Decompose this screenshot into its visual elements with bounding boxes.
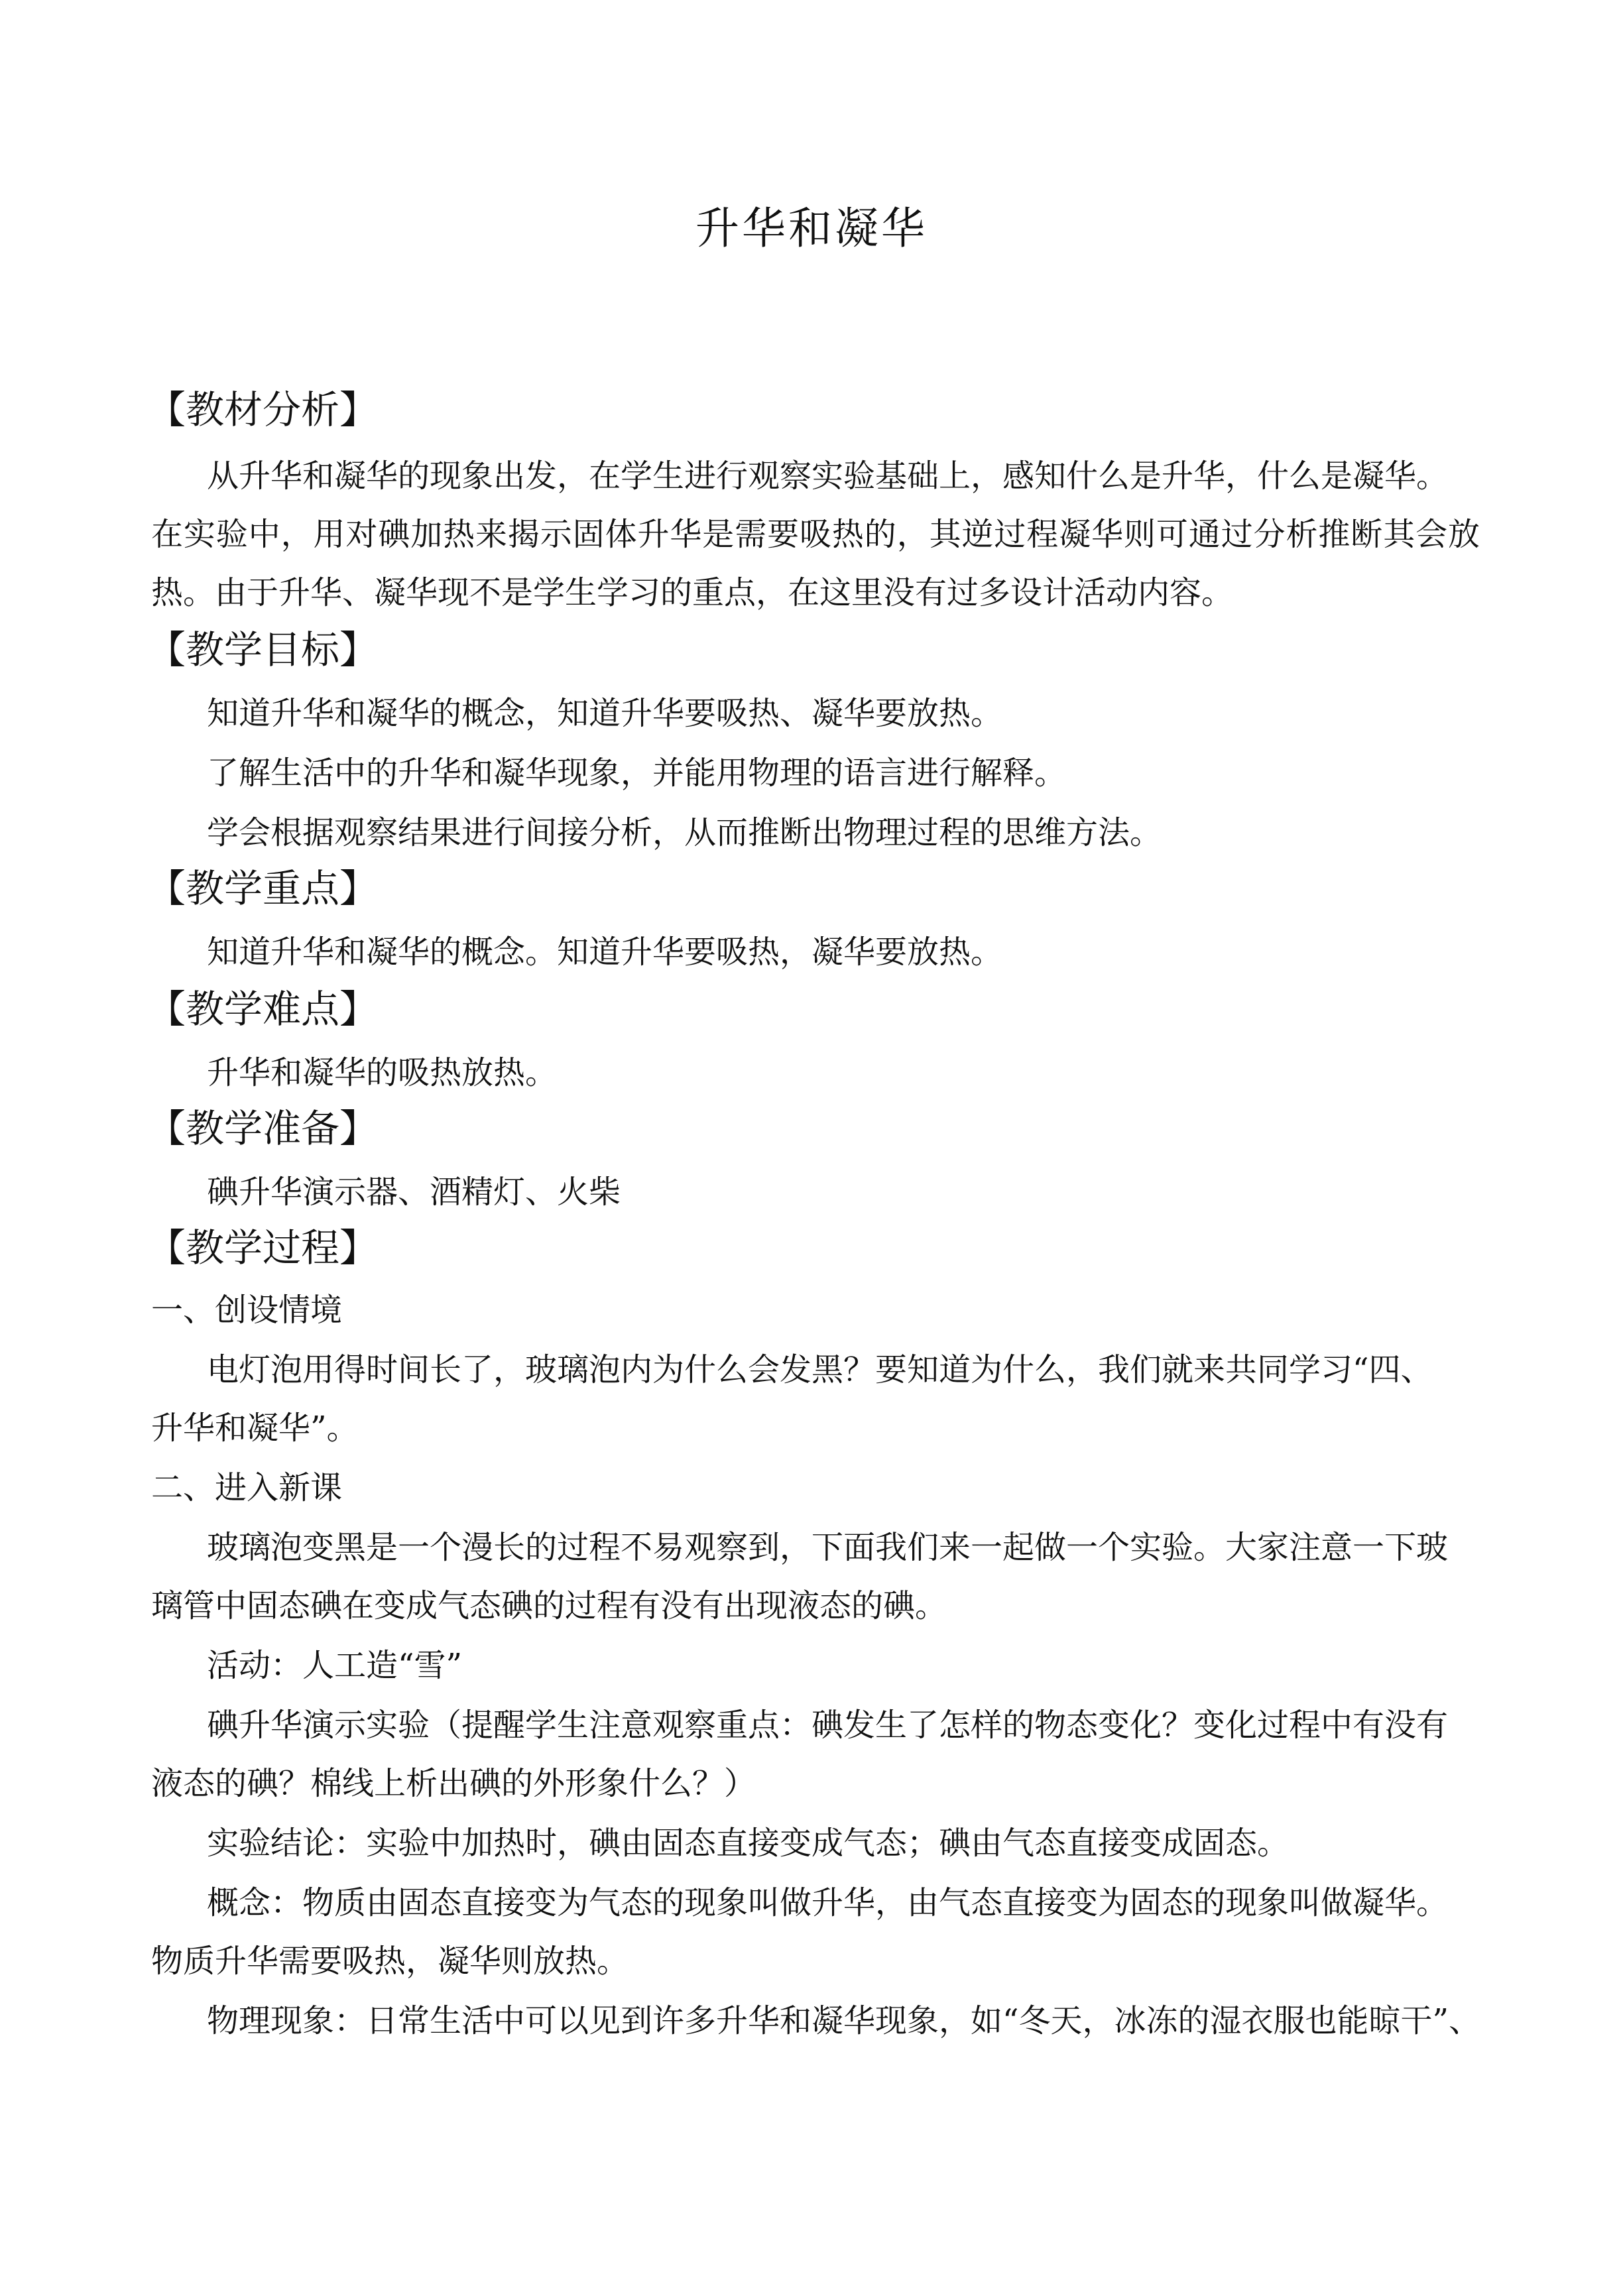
list-item: 学会根据观察结果进行间接分析，从而推断出物理过程的思维方法。 [207,814,1162,851]
section-heading-materials-analysis: 【教材分析】 [147,387,379,432]
paragraph-line: 碘升华演示器、酒精灯、火柴 [207,1174,621,1211]
section-heading-teaching-process: 【教学过程】 [147,1225,379,1270]
paragraph-line: 实验结论：实验中加热时，碘由固态直接变成气态；碘由气态直接变成固态。 [207,1825,1290,1862]
section-heading-preparation: 【教学准备】 [147,1106,379,1151]
paragraph-line: 从升华和凝华的现象出发，在学生进行观察实验基础上，感知什么是升华，什么是凝华。 [207,457,1449,495]
section-heading-difficulties: 【教学难点】 [147,987,379,1032]
subsection-heading: 二、进入新课 [151,1469,343,1506]
list-item: 知道升华和凝华的概念，知道升华要吸热、凝华要放热。 [207,695,1003,732]
paragraph-line: 热。由于升华、凝华现不是学生学习的重点，在这里没有过多设计活动内容。 [151,574,1234,611]
paragraph-line: 在实验中，用对碘加热来揭示固体升华是需要吸热的，其逆过程凝华则可通过分析推断其会放 [151,516,1480,553]
paragraph-line: 物质升华需要吸热，凝华则放热。 [151,1943,629,1980]
paragraph-line: 璃管中固态碘在变成气态碘的过程有没有出现液态的碘。 [151,1587,947,1624]
subsection-heading: 一、创设情境 [151,1292,343,1329]
paragraph-line: 活动：人工造“雪” [207,1647,463,1684]
paragraph-line: 液态的碘？棉线上析出碘的外形象什么？） [151,1765,756,1802]
paragraph-line: 升华和凝华的吸热放热。 [207,1054,558,1091]
paragraph-line: 知道升华和凝华的概念。知道升华要吸热，凝华要放热。 [207,934,1003,971]
paragraph-line: 碘升华演示实验（提醒学生注意观察重点：碘发生了怎样的物态变化？变化过程中有没有 [207,1707,1449,1744]
list-item: 了解生活中的升华和凝华现象，并能用物理的语言进行解释。 [207,755,1067,792]
paragraph-line: 升华和凝华”。 [151,1410,359,1447]
section-heading-key-points: 【教学重点】 [147,866,379,911]
paragraph-line: 物理现象：日常生活中可以见到许多升华和凝华现象，如“冬天，冰冻的湿衣服也能晾干”、 [207,2002,1481,2039]
paragraph-line: 概念：物质由固态直接变为气态的现象叫做升华，由气态直接变为固态的现象叫做凝华。 [207,1884,1449,1921]
section-heading-teaching-goals: 【教学目标】 [147,627,379,672]
document-title: 升华和凝华 [695,203,928,254]
paragraph-line: 玻璃泡变黑是一个漫长的过程不易观察到，下面我们来一起做一个实验。大家注意一下玻 [207,1529,1449,1566]
paragraph-line: 电灯泡用得时间长了，玻璃泡内为什么会发黑？要知道为什么，我们就来共同学习“四、 [207,1351,1433,1388]
